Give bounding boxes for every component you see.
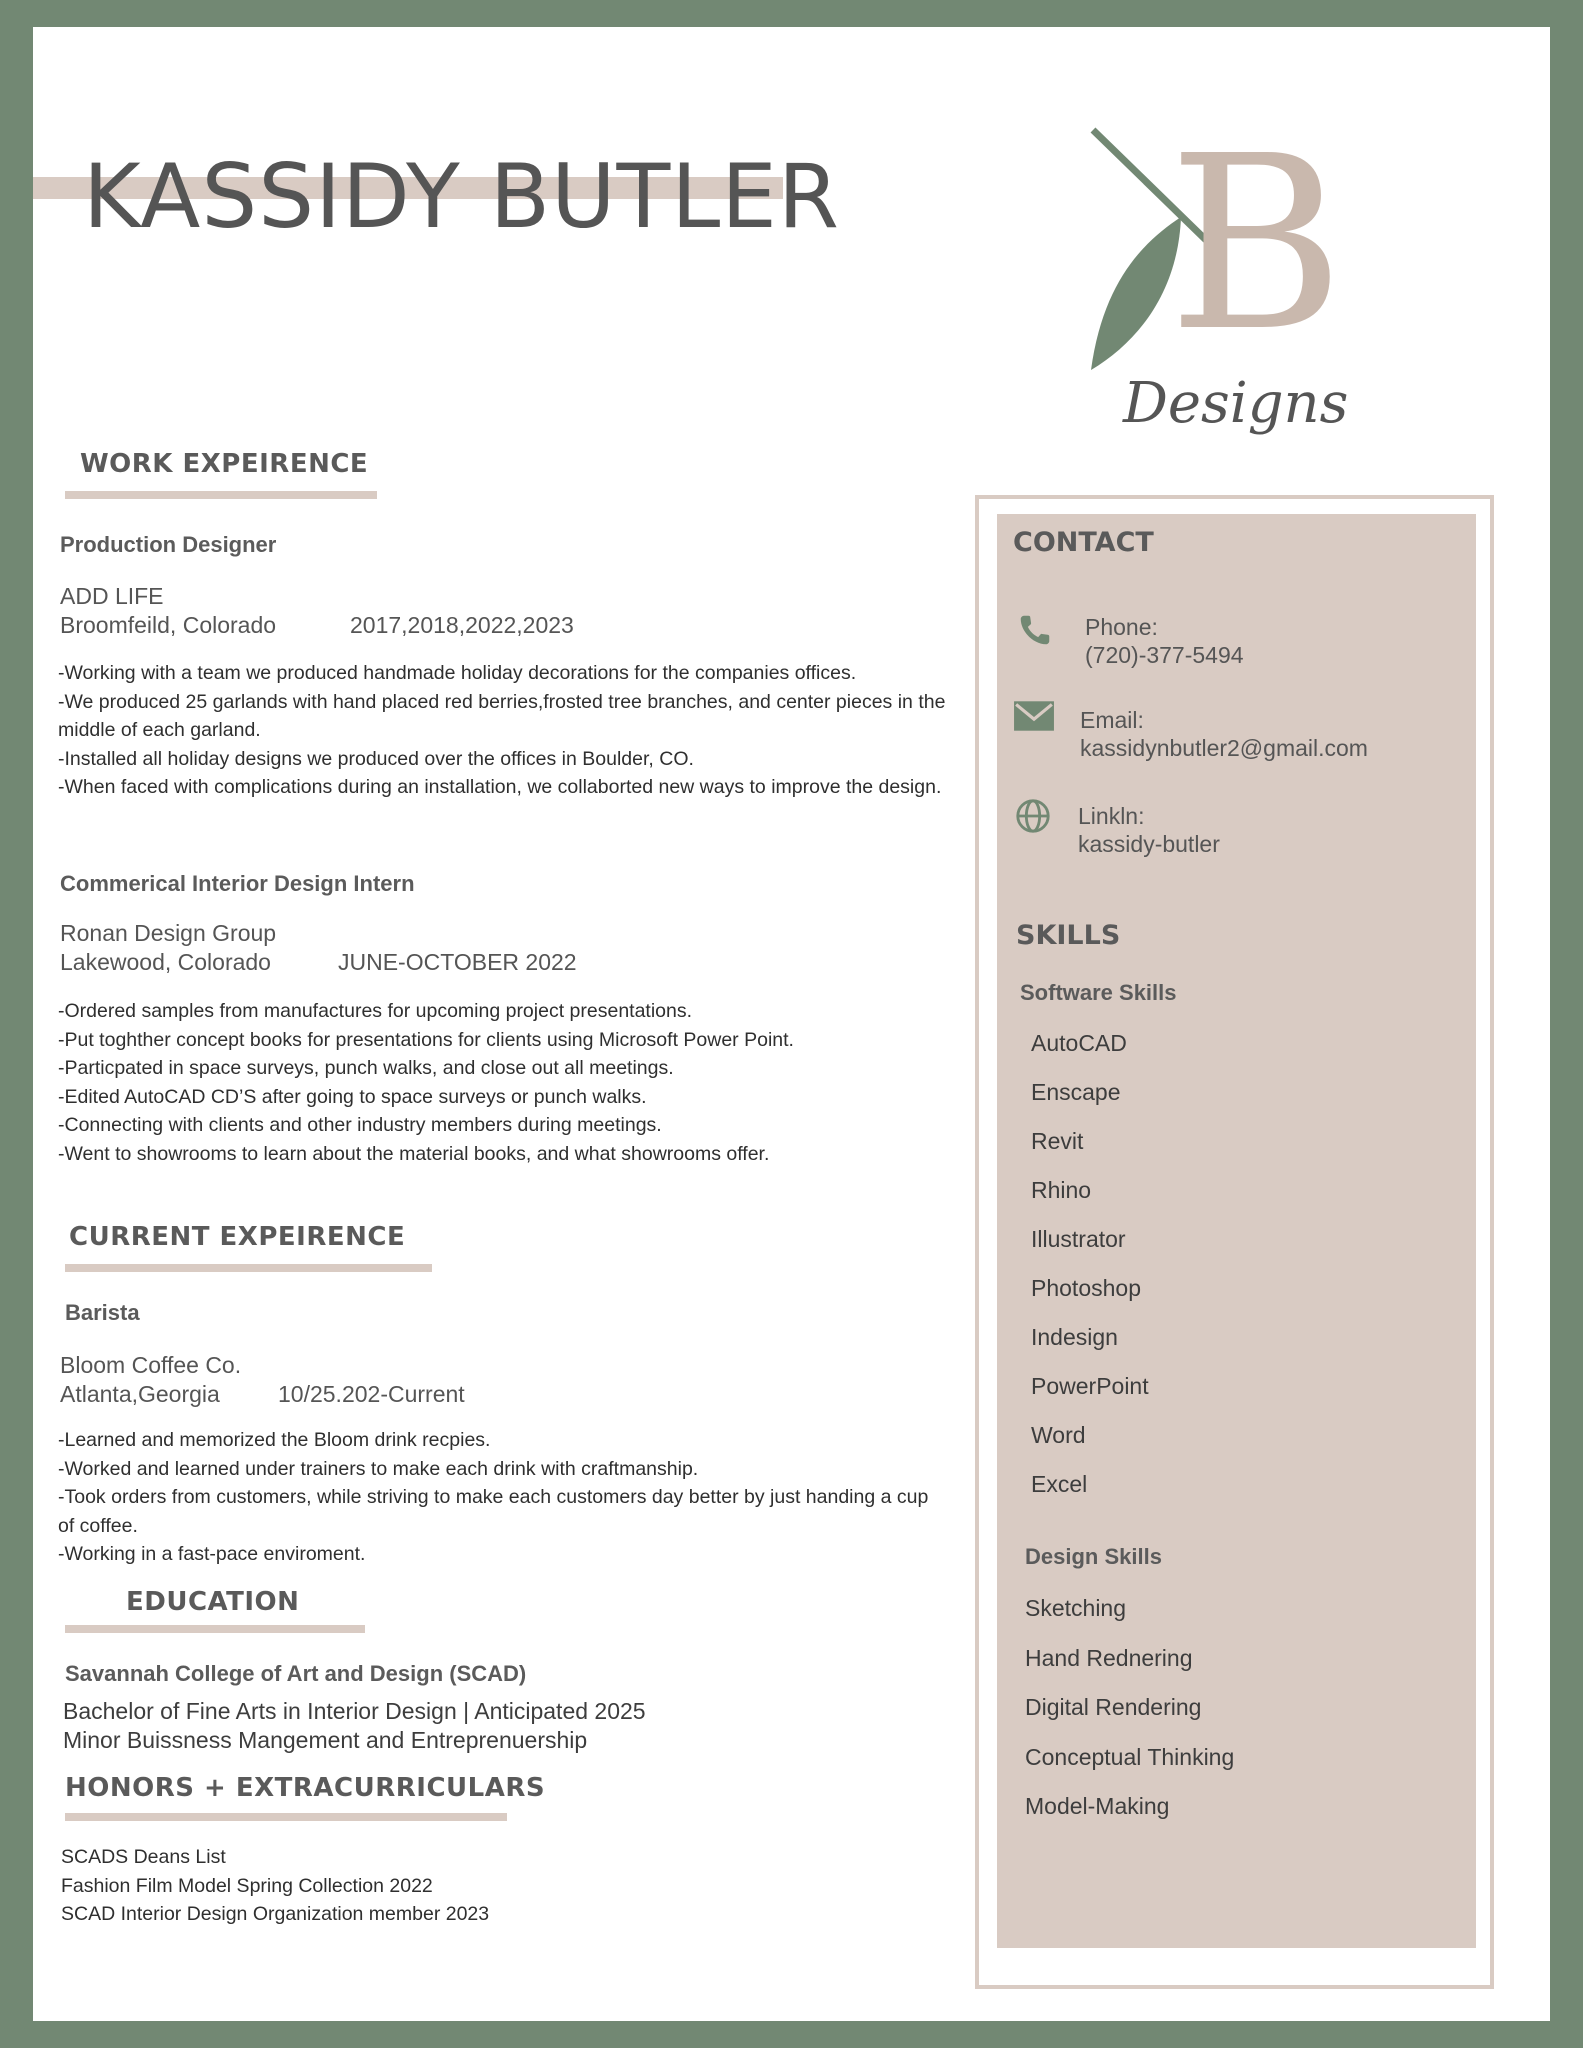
education-school: Savannah College of Art and Design (SCAD)	[65, 1661, 527, 1686]
skill-item: Sketching	[1025, 1595, 1127, 1621]
work-heading: WORK EXPEIRENCE	[80, 449, 369, 479]
design-skills-heading: Design Skills	[1025, 1544, 1162, 1569]
skill-item: AutoCAD	[1031, 1030, 1127, 1056]
email-value[interactable]: kassidynbutler2@gmail.com	[1080, 735, 1368, 761]
contact-heading: CONTACT	[1013, 527, 1154, 558]
bullet: -Worked and learned under trainers to make each drink with craftmanship.	[58, 1457, 699, 1480]
skill-item: Enscape	[1031, 1079, 1121, 1105]
skill-item: Indesign	[1031, 1324, 1118, 1350]
honors-underline	[65, 1813, 507, 1821]
bullet: -Working in a fast-pace enviroment.	[58, 1543, 366, 1565]
honors-heading: HONORS + EXTRACURRICULARS	[65, 1773, 546, 1803]
skill-item: Digital Rendering	[1025, 1694, 1202, 1720]
job-location-2: Lakewood, Colorado	[60, 949, 271, 975]
job-title-1: Production Designer	[60, 532, 277, 557]
bullet: -Installed all holiday designs we produced over the offices in Boulder, CO.	[58, 747, 694, 770]
logo-letter: B	[1168, 122, 1345, 384]
job-title-2: Commerical Interior Design Intern	[60, 871, 415, 896]
job-company-2: Ronan Design Group	[60, 920, 277, 946]
skill-item: Photoshop	[1031, 1275, 1141, 1301]
bullet: -Went to showrooms to learn about the material books, and what showrooms offer.	[58, 1142, 770, 1165]
software-skills-list	[1031, 1030, 1149, 1520]
bullet: -Put toghther concept books for presentations for clients using Microsoft Power Point.	[58, 1028, 794, 1051]
phone-value[interactable]: (720)-377-5494	[1085, 642, 1244, 668]
bullet: -We produced 25 garlands with hand placed red berries,frosted tree branches, and center pieces in the middle of each garland.	[58, 690, 946, 741]
job-dates-3: 10/25.202-Current	[278, 1381, 465, 1407]
skill-item: PowerPoint	[1031, 1373, 1149, 1399]
list-item: SCAD Interior Design Organization member 2023	[61, 1903, 490, 1925]
skill-item: Revit	[1031, 1128, 1084, 1154]
software-skills-heading: Software Skills	[1020, 980, 1177, 1005]
list-item: Fashion Film Model Spring Collection 2022	[61, 1874, 433, 1897]
work-underline	[65, 491, 377, 499]
logo-designs-text: Designs	[1123, 371, 1349, 436]
education-underline	[65, 1625, 365, 1633]
resume-page	[33, 27, 1550, 2021]
job-company-1: ADD LIFE	[60, 583, 164, 609]
education-heading: EDUCATION	[126, 1587, 300, 1617]
linkedin-label: Linkln:	[1078, 803, 1145, 829]
bullet: -Ordered samples from manufactures for upcoming project presentations.	[58, 1000, 693, 1022]
linkedin-value[interactable]: kassidy-butler	[1078, 831, 1220, 857]
current-heading: CURRENT EXPEIRENCE	[69, 1222, 406, 1252]
education-minor: Minor Buissness Mangement and Entreprenuership	[63, 1727, 588, 1753]
phone-icon	[1016, 611, 1054, 649]
honors-list	[61, 1843, 489, 1929]
job-location-3: Atlanta,Georgia	[60, 1381, 220, 1407]
job-bullets-2	[58, 997, 998, 1168]
bullet: -Working with a team we produced handmade holiday decorations for the companies offices.	[58, 662, 857, 684]
applicant-name: KASSIDY BUTLER	[83, 145, 841, 248]
skill-item: Illustrator	[1031, 1226, 1126, 1252]
bullet: -When faced with complications during an installation, we collaborted new ways to improve the design.	[58, 776, 942, 798]
bullet: -Particpated in space surveys, punch walks, and close out all meetings.	[58, 1057, 674, 1079]
skills-heading: SKILLS	[1016, 920, 1121, 951]
education-degree: Bachelor of Fine Arts in Interior Design | Anticipated 2025	[63, 1698, 646, 1724]
current-underline	[65, 1264, 432, 1272]
skill-item: Hand Rednering	[1025, 1644, 1193, 1671]
skill-item: Rhino	[1031, 1177, 1092, 1203]
list-item: SCADS Deans List	[61, 1846, 226, 1868]
phone-label: Phone:	[1085, 614, 1158, 640]
design-skills-list	[1025, 1595, 1234, 1843]
bullet: -Connecting with clients and other industry members during meetings.	[58, 1114, 662, 1136]
mail-icon	[1013, 699, 1055, 733]
skill-item: Word	[1031, 1422, 1086, 1448]
job-title-3: Barista	[65, 1300, 140, 1325]
job-company-3: Bloom Coffee Co.	[60, 1352, 242, 1378]
kb-designs-logo	[1083, 122, 1383, 462]
skill-item: Model-Making	[1025, 1793, 1170, 1819]
email-label: Email:	[1080, 707, 1144, 733]
job-bullets-1	[58, 659, 998, 802]
skill-item: Excel	[1031, 1471, 1088, 1497]
bullet: -Took orders from customers, while striving to make each customers day better by just handing a cup of coffee.	[58, 1486, 929, 1537]
job-location-1: Broomfeild, Colorado	[60, 612, 277, 638]
job-dates-2: JUNE-OCTOBER 2022	[338, 949, 577, 975]
globe-icon	[1014, 797, 1052, 835]
skill-item: Conceptual Thinking	[1025, 1743, 1235, 1770]
job-dates-1: 2017,2018,2022,2023	[350, 612, 574, 638]
bullet: -Edited AutoCAD CD’S after going to space surveys or punch walks.	[58, 1085, 647, 1108]
bullet: -Learned and memorized the Bloom drink recpies.	[58, 1429, 491, 1451]
job-bullets-3	[58, 1426, 998, 1569]
